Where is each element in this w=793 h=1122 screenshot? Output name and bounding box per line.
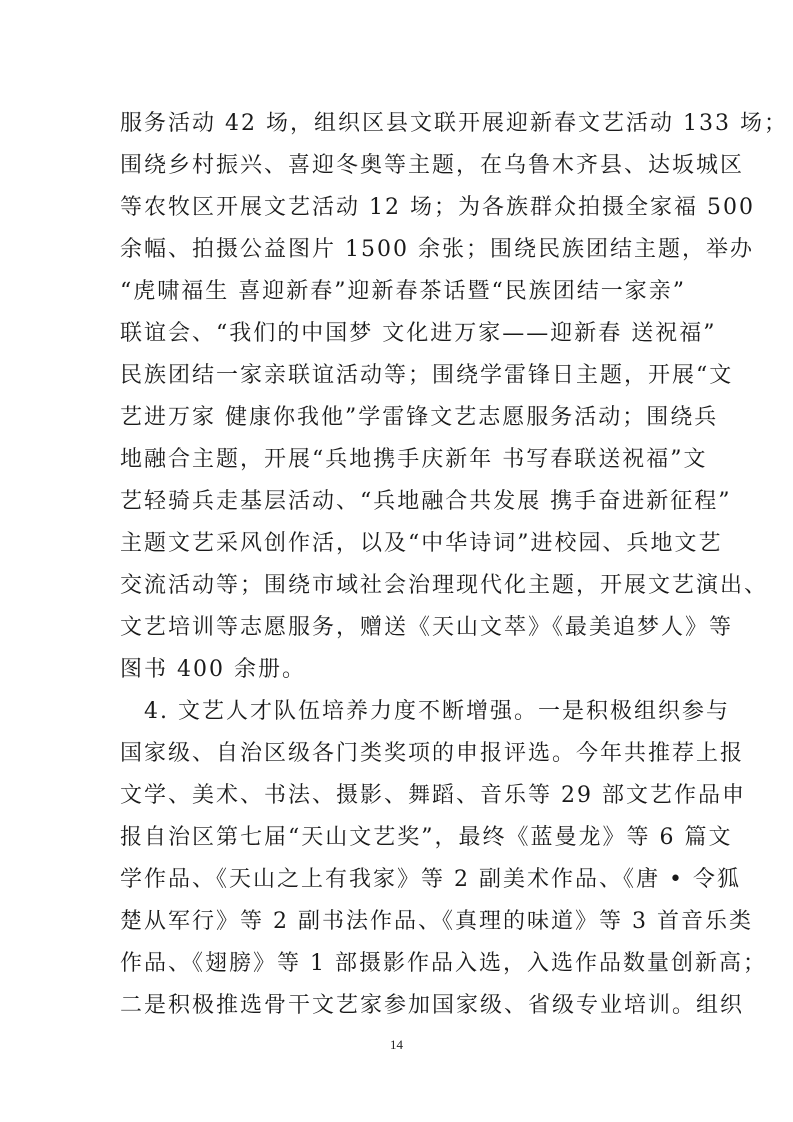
text-line-10: 艺轻骑兵走基层活动、“兵地融合共发展 携手奋进新征程” [120, 489, 732, 514]
text-line-1: 服务活动 42 场，组织区县文联开展迎新春文艺活动 133 场； [120, 111, 788, 136]
text-line-9: 地融合主题，开展“兵地携手庆新年 书写春联送祝福”文 [120, 447, 708, 472]
text-line-18: 报自治区第七届“天山文艺奖”，最终《蓝曼龙》等 6 篇文 [120, 825, 733, 850]
text-line-8: 艺进万家 健康你我他”学雷锋文艺志愿服务活动；围绕兵 [120, 405, 719, 430]
text-line-11: 主题文艺采风创作活，以及“中华诗词”进校园、兵地文艺 [120, 531, 723, 556]
text-line-15: 4. 文艺人才队伍培养力度不断增强。一是积极组织参与 [120, 699, 730, 724]
text-line-17: 文学、美术、书法、摄影、舞蹈、音乐等 29 部文艺作品申 [120, 783, 746, 808]
text-line-20: 楚从军行》等 2 副书法作品、《真理的味道》等 3 首音乐类 [120, 909, 753, 934]
text-line-16: 国家级、自治区级各门类奖项的申报评选。今年共推荐上报 [120, 741, 745, 766]
text-line-4: 余幅、拍摄公益图片 1500 余张；围绕民族团结主题，举办 [120, 237, 754, 262]
text-line-5: “虎啸福生 喜迎新春”迎新春茶话暨“民族团结一家亲” [120, 279, 686, 304]
text-line-6: 联谊会、“我们的中国梦 文化进万家——迎新春 送祝福” [120, 321, 717, 346]
text-line-21: 作品、《翅膀》等 1 部摄影作品入选，入选作品数量创新高； [120, 951, 767, 976]
text-line-2: 围绕乡村振兴、喜迎冬奥等主题，在乌鲁木齐县、达坂城区 [120, 153, 745, 178]
text-line-19: 学作品、《天山之上有我家》等 2 副美术作品、《唐 • 令狐 [120, 867, 741, 892]
text-line-14: 图书 400 余册。 [120, 657, 306, 682]
text-line-13: 文艺培训等志愿服务，赠送《天山文萃》《最美追梦人》等 [120, 615, 734, 640]
text-line-3: 等农牧区开展文艺活动 12 场；为各族群众拍摄全家福 500 [120, 195, 755, 220]
text-line-22: 二是积极推选骨干文艺家参加国家级、省级专业培训。组织 [120, 993, 745, 1018]
text-line-7: 民族团结一家亲联谊活动等；围绕学雷锋日主题，开展“文 [120, 363, 734, 388]
text-line-12: 交流活动等；围绕市域社会治理现代化主题，开展文艺演出、 [120, 573, 769, 598]
page-number: 14 [390, 1037, 403, 1052]
